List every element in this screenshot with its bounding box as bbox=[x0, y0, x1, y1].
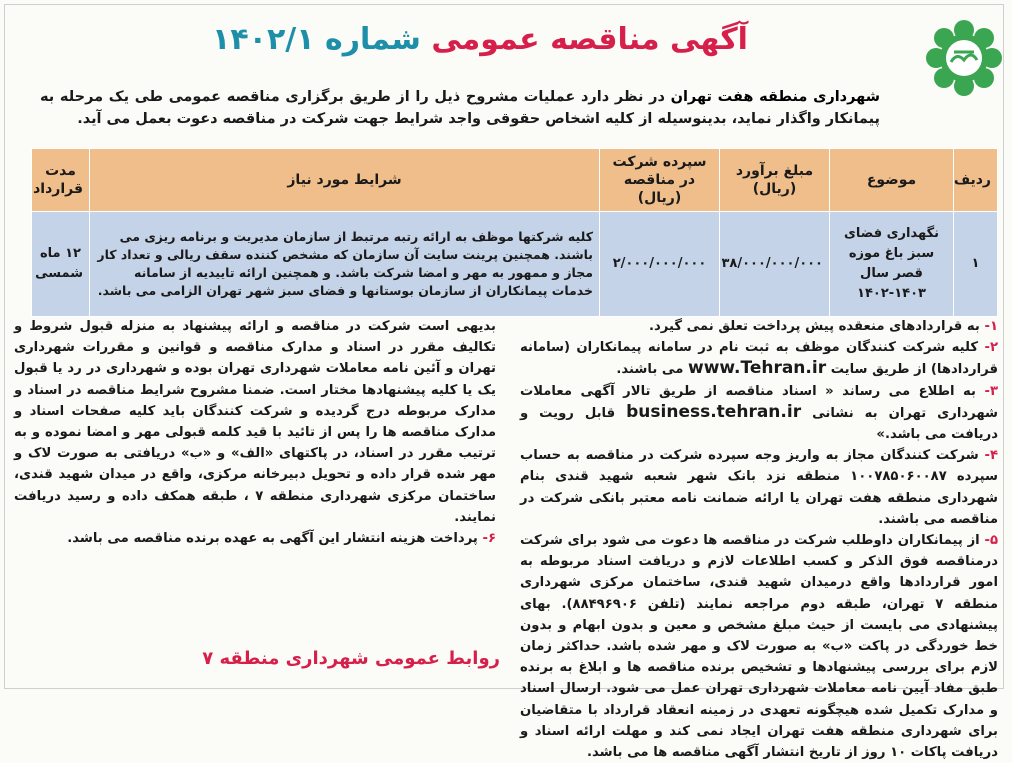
tender-number: شماره ۱۴۰۲/۱ bbox=[212, 22, 421, 57]
business-site-link[interactable]: business.tehran.ir bbox=[626, 401, 802, 422]
public-relations-footer: روابط عمومی شهرداری منطقه ۷ bbox=[202, 648, 500, 669]
header-deposit: سپرده شرکت در مناقصه (ریال) bbox=[600, 149, 720, 212]
header-estimate: مبلغ برآورد (ریال) bbox=[720, 149, 830, 212]
condition-5-number: ۵- bbox=[984, 533, 999, 549]
cell-row-number: ۱ bbox=[954, 212, 998, 317]
cell-estimate: ۳۸/۰۰۰/۰۰۰/۰۰۰ bbox=[720, 212, 830, 317]
condition-6-number: ۶- bbox=[482, 531, 496, 547]
cell-requirements: کلیه شرکتها موظف به ارائه رتبه مرتبط از سازمان مدیریت و برنامه ریزی می باشند. همچنین پرینت سایت آن سازمان که مشخص کننده سقف ریالی و تعداد کار مجاز و ممهور به مهر و امضا شرکت باشد. و همچنین ارائه تاییدیه از سامانه خدمات پیمانکاران از سازمان بوستانها و فضای سبز شهر تهران الزامی می باشد. bbox=[90, 212, 600, 317]
condition-3 bbox=[520, 381, 998, 446]
condition-4-text: شرکت کنندگان مجاز به واریز وجه سپرده شرکت در مناقصه به حساب سپرده ۱۰۰۷۸۵۰۶۰۰۸۷ منطقه نزد بانک شهر شعبه شهید قندی بنام شهرداری منطقه هفت تهران یا ارائه ضمانت نامه معتبر بانکی شرکت در مناقصه می باشند. bbox=[520, 448, 998, 527]
condition-4-number: ۴- bbox=[984, 448, 999, 464]
condition-5-continued: بدیهی است شرکت در مناقصه و ارائه پیشنهاد به منزله قبول شروط و تکالیف مقرر در اسناد و مدارک مناقصه و قوانین و مقررات شهرداری تهران و آئین نامه معاملات شهرداری تهران بوده و شهرداری در رد یا قبول یک یا کلیه پیشنهادها مختار است. ضمنا مشروح شرایط مناقصه در اسناد و مدارک مربوطه درج گردیده و شرکت کنندگان باید کلیه صفحات اسناد و مدارک مناقصه ها را پس از تائید با قید کلمه قبولی مهر و امضا نموده و به ترتیب مقرر در اسناد، در پاکتهای «الف» و «ب» دریافتی به صورت لاک و مهر شده قرار داده و تحویل دبیرخانه مرکزی، واقع در میدان شهید قندی، ساختمان مرکزی شهرداری منطقه ۷ ، طبقه همکف داده و رسید دریافت نمایند. bbox=[14, 319, 496, 525]
condition-3-text: به اطلاع می رساند « اسناد مناقصه از طریق تالار آگهی معاملات شهرداری تهران به نشانی bbox=[520, 383, 999, 421]
tender-table bbox=[31, 148, 998, 317]
intro-paragraph bbox=[40, 86, 880, 130]
intro-text: در نظر دارد عملیات مشروح ذیل را از طریق برگزاری مناقصه عمومی طی یک مرحله به پیمانکار واگذار نماید، بدینوسیله از کلیه اشخاص حقوقی واجد شرایط جهت شرکت در مناقصه دعوت بعمل می آید. bbox=[40, 89, 880, 127]
condition-2-text: کلیه شرکت کنندگان موظف به ثبت نام در سامانه پیمانکاران (سامانه قراردادها) از طریق سایت bbox=[520, 340, 998, 378]
table-row bbox=[32, 212, 998, 317]
conditions-right-column bbox=[520, 316, 998, 763]
cell-subject: نگهداری فضای سبز باغ موزه قصر سال ۱۴۰۳-۱۴۰۲ bbox=[830, 212, 954, 317]
cell-duration: ۱۲ ماه شمسی bbox=[32, 212, 90, 317]
intro-organization: شهرداری منطقه هفت تهران bbox=[670, 89, 880, 105]
condition-5-text: از پیمانکاران داوطلب شرکت در مناقصه ها دعوت می شود برای شرکت درمناقصه فوق الذکر و کسب اطلاعات لازم و دریافت اسناد مربوطه به امور قراردادها واقع درمیدان شهید قندی، ساختمان مرکزی شهرداری منطقه ۷ تهران، طبقه دوم مراجعه نمایند (تلفن ۸۸۴۹۶۹۰۶). بهای پیشنهادی می بایست از حیث مبلغ مشخص و معین و بدون ابهام و بدون خط خوردگی در پاکت «ب» به صورت لاک و مهر شده باشد. حداکثر زمان لازم برای بررسی پیشنهادها و تشخیص برنده مناقصه ها و ابلاغ به برنده طبق مفاد آیین نامه معاملات شهرداری تهران عمل می شود. ارسال اسناد و مدارک تکمیل شده هیچگونه تعهدی در زمینه انعقاد قرارداد با متقاضیان برای شهرداری منطقه هفت تهران ایجاد نمی کند و مهلت ارائه اسناد و دریافت پاکات ۱۰ روز از تاریخ انتشار آگهی مناقصه ها می باشد. bbox=[520, 533, 998, 761]
condition-1 bbox=[520, 316, 998, 337]
cell-deposit: ۲/۰۰۰/۰۰۰/۰۰۰ bbox=[600, 212, 720, 317]
condition-2 bbox=[520, 337, 998, 380]
conditions-left-column bbox=[14, 316, 496, 549]
condition-1-text: به قراردادهای منعقده پیش پرداخت تعلق نمی گیرد. bbox=[648, 319, 980, 334]
condition-2-text-end: می باشند. bbox=[616, 362, 684, 378]
header-row-number: ردیف bbox=[954, 149, 998, 212]
condition-6 bbox=[14, 528, 496, 549]
condition-1-number: ۱- bbox=[984, 319, 998, 334]
condition-3-number: ۳- bbox=[984, 383, 998, 399]
header-duration: مدت قرارداد bbox=[32, 149, 90, 212]
header-requirements: شرایط مورد نیاز bbox=[90, 149, 600, 212]
tehran-municipality-logo bbox=[924, 18, 1004, 98]
condition-4 bbox=[520, 445, 998, 530]
announcement-title bbox=[180, 22, 780, 58]
table-header-row bbox=[32, 149, 998, 212]
tehran-site-link[interactable]: www.Tehran.ir bbox=[688, 358, 827, 379]
condition-5 bbox=[520, 530, 998, 763]
condition-3-text-end: قابل رویت و دریافت می باشد.» bbox=[520, 405, 998, 443]
condition-6-text: پرداخت هزینه انتشار این آگهی به عهده برنده مناقصه می باشد. bbox=[67, 531, 478, 547]
title-text: آگهی مناقصه عمومی bbox=[431, 22, 748, 57]
condition-2-number: ۲- bbox=[984, 340, 998, 356]
header-subject: موضوع bbox=[830, 149, 954, 212]
